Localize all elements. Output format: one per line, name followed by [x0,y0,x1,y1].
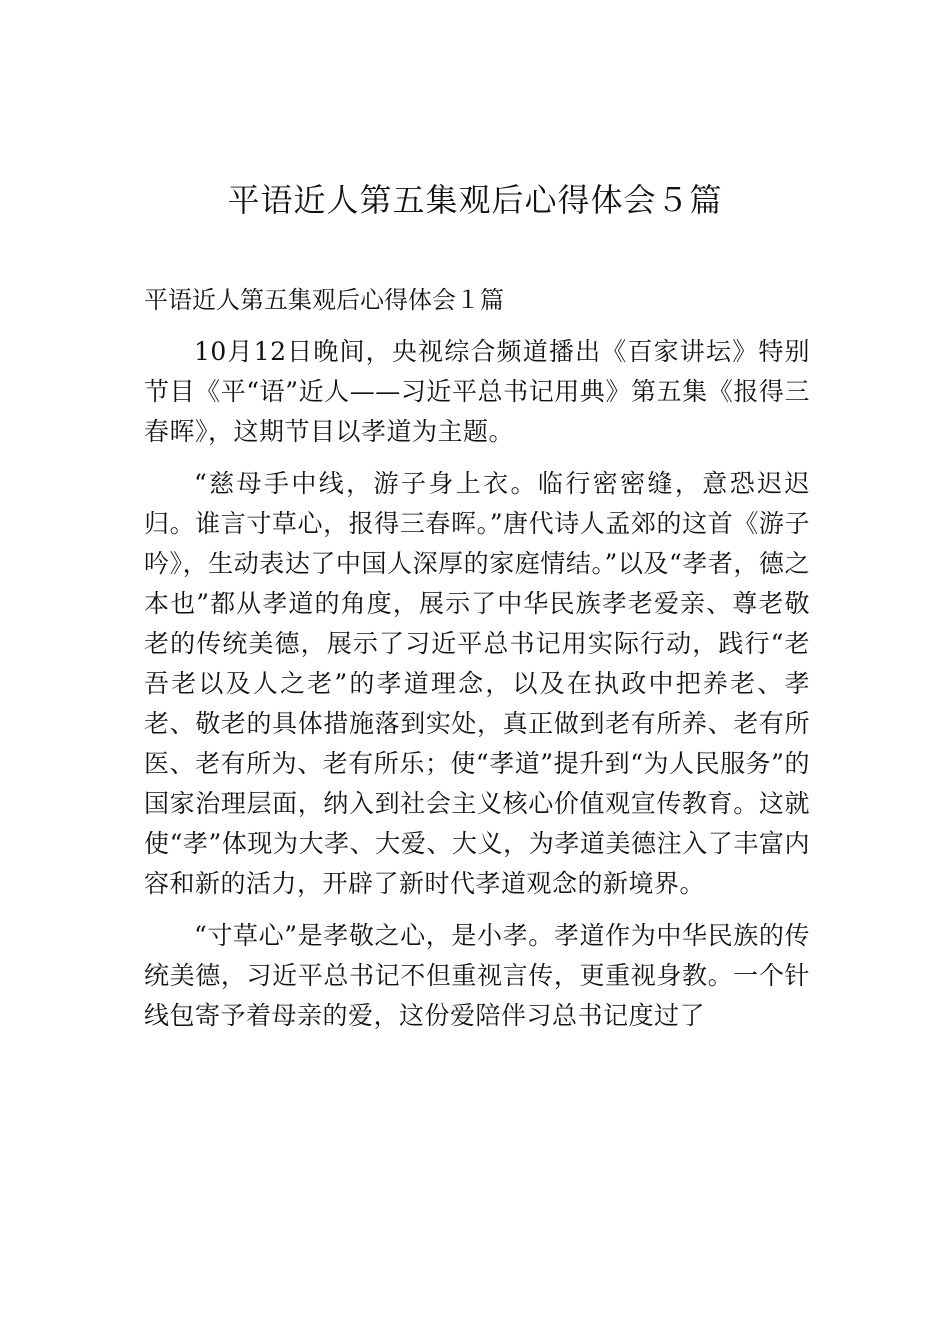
paragraph-1: 10月12日晚间，央视综合频道播出《百家讲坛》特别节目《平“语”近人——习近平总书记用典》第五集《报得三春晖》，这期节目以孝道为主题。 [144,337,810,446]
paragraph-3: “寸草心”是孝敬之心，是小孝。孝道作为中华民族的传统美德，习近平总书记不但重视言传，更重视身教。一个针线包寄予着母亲的爱，这份爱陪伴习总书记度过了 [144,921,810,1030]
paragraph-2: “慈母手中线，游子身上衣。临行密密缝，意恐迟迟归。谁言寸草心，报得三春晖。”唐代诗人孟郊的这首《游子吟》，生动表达了中国人深厚的家庭情结。”以及“孝者，德之本也”都从孝道的角度，展示了中华民族孝老爱亲、尊老敬老的传统美德，展示了习近平总书记用实际行动，践行“老吾老以及人之老”的孝道理念，以及在执政中把养老、孝老、敬老的具体措施落到实处，真正做到老有所养、老有所医、老有所为、老有所乐；使“孝道”提升到“为人民服务”的国家治理层面，纳入到社会主义核心价值观宣传教育。这就使“孝”体现为大孝、大爱、大义，为孝道美德注入了丰富内容和新的活力，开辟了新时代孝道观念的新境界。 [144,469,810,898]
document-title: 平语近人第五集观后心得体会５篇 [227,181,723,219]
document-body [144,280,810,1048]
section-subheading: 平语近人第五集观后心得体会１篇 [144,286,504,314]
